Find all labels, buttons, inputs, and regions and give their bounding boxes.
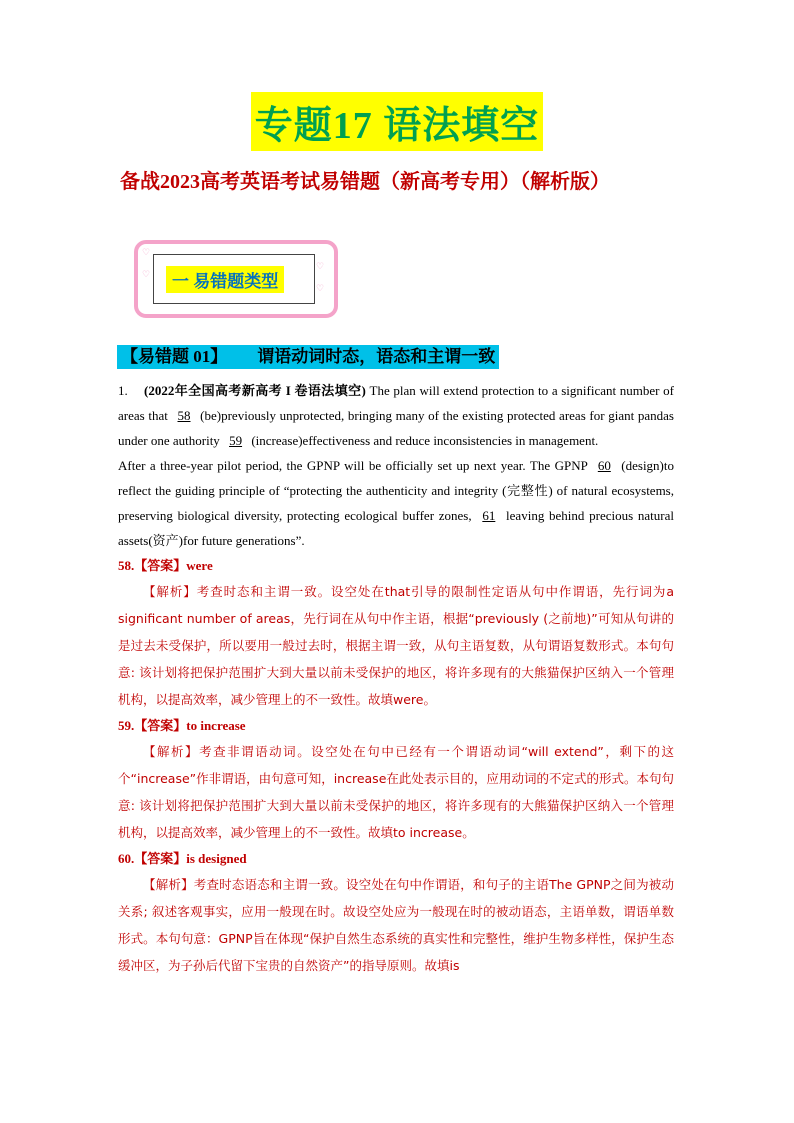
type-box-label: 一 易错题类型: [166, 266, 284, 293]
answer-60-explanation: 【解析】考查时态语态和主谓一致。设空处在句中作谓语，和句子的主语The GPNP之间为被动关系; 叙述客观事实，应用一般现在时。故设空处应为一般现在时的被动语态，主语单数，谓语单数形式。本句句意：GPNP旨在体现“保护自然生态系统的真实性和完整性，维护生物多样性，保护生态缓冲区，为子孙后代留下宝贵的自然资产”的指导原则。故填is: [118, 877, 674, 973]
section-topic: 谓语动词时态，语态和主谓一致: [257, 347, 496, 366]
question-text: (design)to reflect the guiding principle of “protecting the authenticity and integrity (完整性) of natural ecosystems, preserving biological diversity, protecting ecological buffer zones,: [118, 458, 675, 523]
heart-icon: ♡: [142, 248, 151, 258]
question-source: (2022年全国高考新高考 I 卷语法填空): [144, 383, 366, 398]
blank-60: 60: [597, 458, 611, 473]
answer-58-explanation: 【解析】考查时态和主谓一致。设空处在that引导的限制性定语从句中作谓语，先行词为a significant number of areas，先行词在从句中作主语，根据“previously (之前地)”可知从句讲的是过去未受保护，所以要用一般过去时，根据主谓一致，从句主语复数，从句谓语复数形式。本句句意: 该计划将把保护范围扩大到大量以前未受保护的地区，将许多现有的大熊猫保护区纳入一个管理机构，以提高效率，减少管理上的不一致性。故填were。: [118, 584, 674, 707]
document-body: [118, 378, 674, 979]
answer-59-head: 59.【答案】to increase: [118, 718, 246, 733]
question-text: leaving behind precious natural assets(资产)for future generations”.: [118, 508, 675, 548]
question-paragraph-2: [118, 453, 674, 553]
answer-58-head: 58.【答案】were: [118, 558, 213, 573]
heart-icon: ♡: [142, 270, 151, 280]
section-label: 【易错题 01】: [121, 347, 228, 366]
page-title: 专题17 语法填空: [251, 92, 544, 151]
question-text: After a three-year pilot period, the GPNP will be officially set up next year. The GPNP: [118, 458, 592, 473]
answer-60-head: 60.【答案】is designed: [118, 851, 247, 866]
heart-icon: ♡: [316, 284, 325, 294]
answer-59-explanation: 【解析】考查非谓语动词。设空处在句中已经有一个谓语动词“will extend”，剩下的这个“increase”作非谓语，由句意可知，increase在此处表示目的，应用动词的不定式的形式。本句句意: 该计划将把保护范围扩大到大量以前未受保护的地区，将许多现有的大熊猫保护区纳入一个管理机构，以提高效率，减少管理上的不一致性。故填to increase。: [118, 744, 674, 840]
blank-58: 58: [177, 408, 191, 423]
question-text: (be)previously unprotected, bringing many of the existing protected areas for giant pandas under one authority: [118, 408, 674, 448]
question-text: The plan will extend protection to a significant number of areas that: [118, 383, 674, 423]
blank-61: 61: [482, 508, 496, 523]
type-box: [153, 254, 315, 304]
section-heading: [117, 345, 499, 369]
question-number: 1.: [118, 383, 128, 398]
title-wrap: [0, 92, 794, 151]
question-text: (increase)effectiveness and reduce inconsistencies in management.: [248, 433, 599, 448]
page-subtitle: 备战2023高考英语考试易错题（新高考专用）（解析版）: [120, 171, 610, 193]
blank-59: 59: [229, 433, 243, 448]
question-paragraph-1: [118, 378, 674, 453]
heart-icon: ♡: [316, 262, 325, 272]
